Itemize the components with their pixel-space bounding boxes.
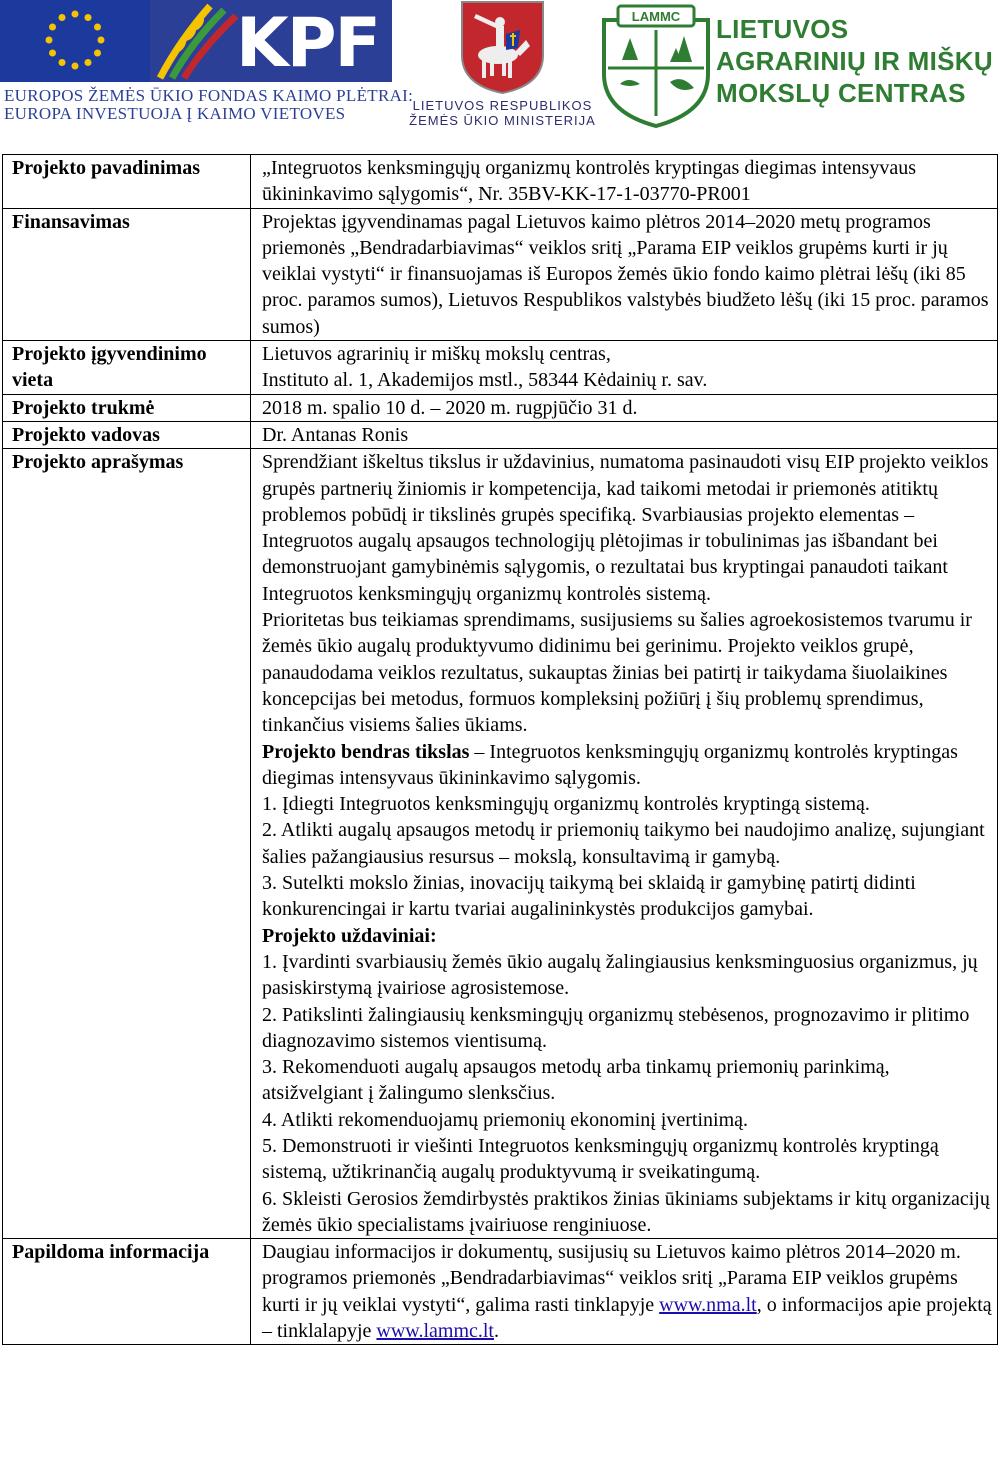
row-value-duration (251, 394, 998, 421)
lammc-emblem-icon (600, 4, 712, 128)
task-item: 2. Patikslinti žalingiausių kenksmingųjų organizmų stebėsenos, prognozavimo ir plitimo diagnozavimo sistemos vientisumą. (262, 1003, 970, 1052)
eu-flag-icon (0, 0, 150, 82)
kpf-subtitle-line1: EUROPOS ŽEMĖS ŪKIO FONDAS KAIMO PLĖTRAI: (4, 86, 414, 105)
kpf-logo (0, 0, 414, 125)
project-info-table (2, 154, 998, 1345)
row-value-description (251, 449, 998, 1239)
task-item: 3. Rekomenduoti augalų apsaugos metodų arba tinkamų priemonių parinkimą, atsižvelgiant į žalingumo slenksčius. (262, 1056, 890, 1105)
location-line2: Instituto al. 1, Akademijos mstl., 58344 Kėdainių r. sav. (262, 369, 708, 392)
task-item: 4. Atlikti rekomenduojamų priemonių ekonominį įvertinimą. (262, 1108, 749, 1131)
coat-of-arms-icon (460, 0, 545, 95)
nma-link[interactable]: www.nma.lt (659, 1293, 757, 1316)
task-item: 1. Įvardinti svarbiausių žemės ūkio augalų žalingiausius kenksminguosius organizmus, jų pasiskirstymą įvairiose agrosistemose. (262, 950, 978, 1000)
row-value-additional-info (251, 1239, 998, 1345)
row-label-description: Projekto aprašymas (3, 449, 251, 1239)
lammc-badge-text: LAMMC (631, 9, 681, 24)
kpf-letters: KPF (236, 4, 379, 83)
row-value-manager (251, 421, 998, 448)
lammc-title-line1: LIETUVOS (716, 14, 849, 44)
goal-item: 1. Įdiegti Integruotos kenksmingųjų organizmų kontrolės kryptingą sistemą. (262, 793, 870, 816)
row-value-location (251, 341, 998, 395)
duration-text: 2018 m. spalio 10 d. – 2020 m. rugpjūčio 31 d. (262, 396, 638, 419)
row-label-additional-info: Papildoma informacija (3, 1239, 251, 1345)
row-value-name (251, 155, 998, 209)
goal-item: 2. Atlikti augalų apsaugos metodų ir priemonių taikymo bei naudojimo analizę, sujungiant šalies pažangiausius resursus – mokslą, konsultavimą ir gamybą. (262, 819, 985, 868)
row-value-funding (251, 208, 998, 340)
ministry-line1: LIETUVOS RESPUBLIKOS (412, 98, 593, 113)
wheat-icon (150, 0, 240, 82)
row-label-duration: Projekto trukmė (3, 394, 251, 421)
table-row (3, 394, 998, 421)
kpf-subtitle-line2: EUROPA INVESTUOJA Į KAIMO VIETOVES (4, 104, 346, 123)
table-row (3, 208, 998, 340)
manager-text: Dr. Antanas Ronis (262, 423, 409, 446)
table-row (3, 341, 998, 395)
lammc-title-line3: MOKSLŲ CENTRAS (716, 78, 966, 108)
project-name-text: „Integruotos kenksmingųjų organizmų kontrolės kryptingas diegimas intensyvaus ūkininkavimo sąlygomis“, Nr. 35BV-KK-17-1-03770-PR001 (262, 157, 916, 206)
table-row (3, 421, 998, 448)
table-row (3, 449, 998, 1239)
additional-info-text-middle: , o informacijos apie projektą – tinklalapyje (262, 1293, 992, 1343)
task-item: 5. Demonstruoti ir viešinti Integruotos kenksmingųjų organizmų kontrolės kryptingą sistemą, užtikrinančią augalų produktyvumą ir sveikatingumą. (262, 1134, 939, 1184)
task-item: 6. Skleisti Gerosios žemdirbystės praktikos žinias ūkiniams subjektams ir kitų organizacijų žemės ūkio specialistams įvairiuose renginiuose. (262, 1187, 990, 1236)
goal-item: 3. Sutelkti mokslo žinias, inovacijų taikymą bei sklaidą ir gamybinę patirtį didinti konkurencingai ir kartu tvariai augalininkystės produkcijos gamybai. (262, 872, 916, 921)
table-row (3, 1239, 998, 1345)
row-label-location: Projekto įgyvendinimo vieta (3, 341, 251, 395)
additional-info-text-end: . (494, 1320, 499, 1343)
table-row (3, 155, 998, 209)
location-line1: Lietuvos agrarinių ir miškų mokslų centras, (262, 343, 611, 366)
row-label-name: Projekto pavadinimas (3, 155, 251, 209)
additional-info-text: Daugiau informacijos ir dokumentų, susijusių su Lietuvos kaimo plėtros 2014–2020 m. programos priemonės „Bendradarbiavimas“ veiklos sritį „Parama EIP veiklos grupėms kurti ir jų veiklai vystyti“, galima rasti tinklapyje (262, 1241, 961, 1316)
row-label-manager: Projekto vadovas (3, 421, 251, 448)
lammc-title-line2: AGRARINIŲ IR MIŠKŲ (716, 46, 993, 76)
row-label-funding: Finansavimas (3, 208, 251, 340)
goal-text: – Integruotos kenksmingųjų organizmų kontrolės kryptingas diegimas intensyvaus ūkininkavimo sąlygomis. (262, 740, 958, 789)
ministry-line2: ŽEMĖS ŪKIO MINISTERIJA (409, 113, 596, 128)
ministry-logo (405, 0, 600, 132)
tasks-heading: Projekto uždaviniai: (262, 924, 437, 947)
goal-paragraph (262, 739, 993, 792)
funding-text: Projektas įgyvendinamas pagal Lietuvos kaimo plėtros 2014–2020 metų programos priemonės „Bendradarbiavimas“ veiklos sritį „Parama EIP veiklos grupėms kurti ir jų veiklai vystyti“ ir finansuojamas iš Europos žemės ūkio fondo kaimo plėtrai lėšų (iki 85 proc. paramos sumos), Lietuvos Respublikos valstybės biudžeto lėšų (iki 15 proc. paramos sumos) (262, 210, 989, 338)
lammc-link[interactable]: www.lammc.lt (376, 1320, 494, 1343)
description-paragraph: Prioritetas bus teikiamas sprendimams, susijusiems su šalies agroekosistemos tvarumu ir žemės ūkio augalų produktyvumo didinimu bei gerinimu. Projekto veiklos grupė, panaudodama veiklos rezultatus, sukauptas žinias bei patirtį ir taikydama šiuolaikines koncepcijas bei metodus, formuos kompleksinį požiūrį į šių problemų sprendimus, tinkančius visiems šalies ūkiams. (262, 609, 972, 737)
goal-heading: Projekto bendras tikslas (262, 740, 470, 763)
header-logos (0, 0, 1000, 140)
description-paragraph: Sprendžiant iškeltus tikslus ir uždavinius, numatoma pasinaudoti visų EIP projekto veiklos grupės partnerių žiniomis ir kompetencija, kad taikomi metodai ir priemonės atitiktų problemos pobūdį ir tikslinės grupės specifiką. Svarbiausias projekto elementas – Integruotos augalų apsaugos technologijų plėtojimas ir tobulinimas jas išbandant bei demonstruojant gamybinėmis sąlygomis, o rezultatai bus kryptingai panaudoti taikant Integruotos kenksmingųjų organizmų kontrolės sistemą. (262, 451, 989, 605)
